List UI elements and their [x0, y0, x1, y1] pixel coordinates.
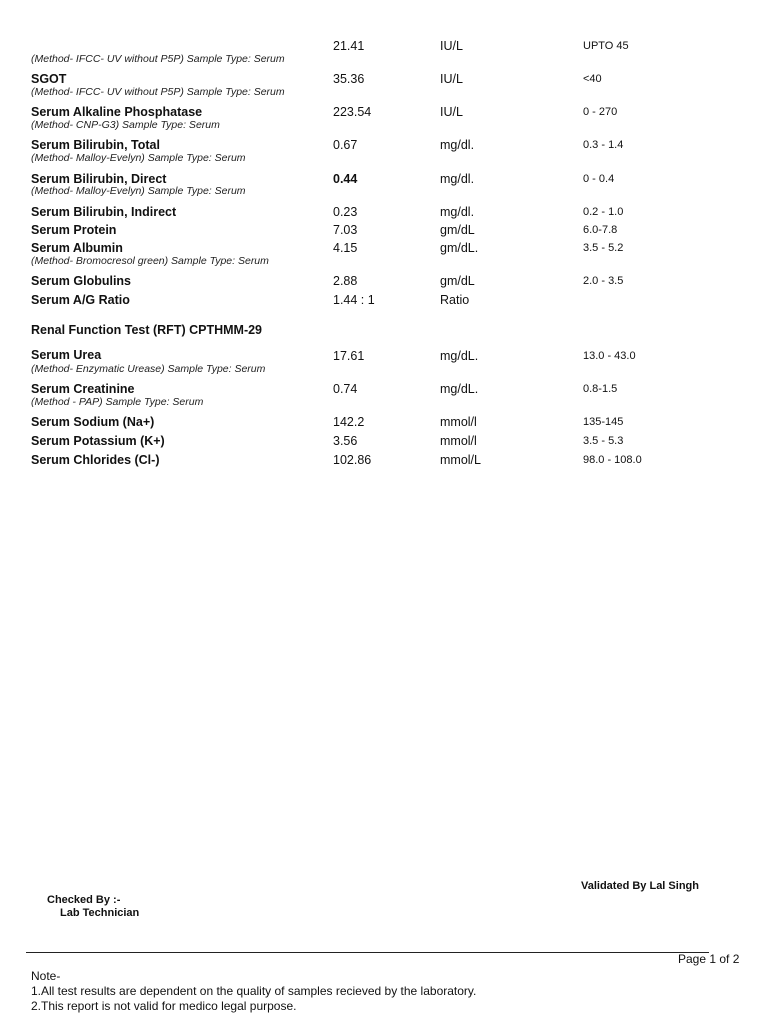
- reference-range: 2.0 - 3.5: [583, 275, 624, 287]
- reference-range: 0.2 - 1.0: [583, 206, 624, 218]
- result-value: 35.36: [333, 72, 365, 86]
- result-unit: Ratio: [440, 293, 470, 307]
- result-unit: mg/dl.: [440, 205, 475, 219]
- result-unit: mg/dL.: [440, 349, 479, 363]
- test-method: (Method- Enzymatic Urease) Sample Type: Serum: [31, 363, 266, 375]
- test-name: Serum Bilirubin, Direct: [31, 172, 167, 186]
- test-name: Serum Bilirubin, Total: [31, 138, 160, 152]
- reference-range: 0.3 - 1.4: [583, 139, 624, 151]
- result-value: 0.74: [333, 382, 358, 396]
- result-unit: mmol/l: [440, 434, 477, 448]
- note-line-2: 2.This report is not valid for medico legal purpose.: [31, 999, 297, 1013]
- reference-range: 135-145: [583, 416, 624, 428]
- footer-divider: [26, 952, 709, 953]
- result-unit: mmol/l: [440, 415, 477, 429]
- reference-range: <40: [583, 73, 602, 85]
- test-name: Serum A/G Ratio: [31, 293, 130, 307]
- result-unit: IU/L: [440, 39, 463, 53]
- result-unit: gm/dL: [440, 223, 475, 237]
- test-name: Serum Potassium (K+): [31, 434, 165, 448]
- test-name: Serum Protein: [31, 223, 117, 237]
- test-method: (Method- Malloy-Evelyn) Sample Type: Serum: [31, 185, 246, 197]
- note-line-1: 1.All test results are dependent on the quality of samples recieved by the laboratory.: [31, 984, 477, 998]
- test-name: Serum Creatinine: [31, 382, 135, 396]
- reference-range: 6.0-7.8: [583, 224, 618, 236]
- checked-by-role: Lab Technician: [60, 907, 140, 919]
- reference-range: 0 - 0.4: [583, 173, 615, 185]
- note-title: Note-: [31, 969, 61, 983]
- reference-range: 3.5 - 5.2: [583, 242, 624, 254]
- result-unit: mg/dl.: [440, 172, 475, 186]
- checked-by: Checked By :-: [47, 894, 121, 906]
- result-value: 3.56: [333, 434, 358, 448]
- test-name: Serum Alkaline Phosphatase: [31, 105, 203, 119]
- test-method: (Method - PAP) Sample Type: Serum: [31, 396, 204, 408]
- validated-by: Validated By Lal Singh: [581, 880, 699, 892]
- test-name: Serum Bilirubin, Indirect: [31, 205, 177, 219]
- reference-range: 3.5 - 5.3: [583, 435, 624, 447]
- test-method: (Method- CNP-G3) Sample Type: Serum: [31, 119, 220, 131]
- result-unit: gm/dL.: [440, 241, 479, 255]
- result-unit: IU/L: [440, 72, 463, 86]
- result-value: 4.15: [333, 241, 358, 255]
- result-value: 102.86: [333, 453, 372, 467]
- result-value: 17.61: [333, 349, 365, 363]
- reference-range: 98.0 - 108.0: [583, 454, 642, 466]
- test-name: Serum Sodium (Na+): [31, 415, 155, 429]
- test-name: Serum Urea: [31, 348, 102, 362]
- page-number: Page 1 of 2: [678, 952, 740, 966]
- result-unit: mmol/L: [440, 453, 481, 467]
- reference-range: UPTO 45: [583, 40, 629, 52]
- test-name: Serum Globulins: [31, 274, 132, 288]
- result-value: 0.67: [333, 138, 358, 152]
- reference-range: 0.8-1.5: [583, 383, 618, 395]
- test-method: (Method- IFCC- UV without P5P) Sample Type: Serum: [31, 86, 285, 98]
- result-unit: IU/L: [440, 105, 463, 119]
- result-value: 2.88: [333, 274, 358, 288]
- section-title: Renal Function Test (RFT) CPTHMM-29: [31, 323, 263, 337]
- test-method: (Method- Malloy-Evelyn) Sample Type: Serum: [31, 152, 246, 164]
- result-unit: mg/dl.: [440, 138, 475, 152]
- test-method: (Method- IFCC- UV without P5P) Sample Type: Serum: [31, 53, 285, 65]
- result-value: 21.41: [333, 39, 365, 53]
- test-name: Serum Chlorides (Cl-): [31, 453, 160, 467]
- test-name: Serum Albumin: [31, 241, 123, 255]
- result-value-flagged: 0.44: [333, 172, 358, 186]
- reference-range: 13.0 - 43.0: [583, 350, 636, 362]
- result-value: 1.44 : 1: [333, 293, 375, 307]
- result-value: 223.54: [333, 105, 372, 119]
- test-name: SGOT: [31, 72, 67, 86]
- reference-range: 0 - 270: [583, 106, 618, 118]
- result-unit: mg/dL.: [440, 382, 479, 396]
- test-method: (Method- Bromocresol green) Sample Type: Serum: [31, 255, 269, 267]
- result-value: 142.2: [333, 415, 365, 429]
- result-unit: gm/dL: [440, 274, 475, 288]
- result-value: 7.03: [333, 223, 358, 237]
- result-value: 0.23: [333, 205, 358, 219]
